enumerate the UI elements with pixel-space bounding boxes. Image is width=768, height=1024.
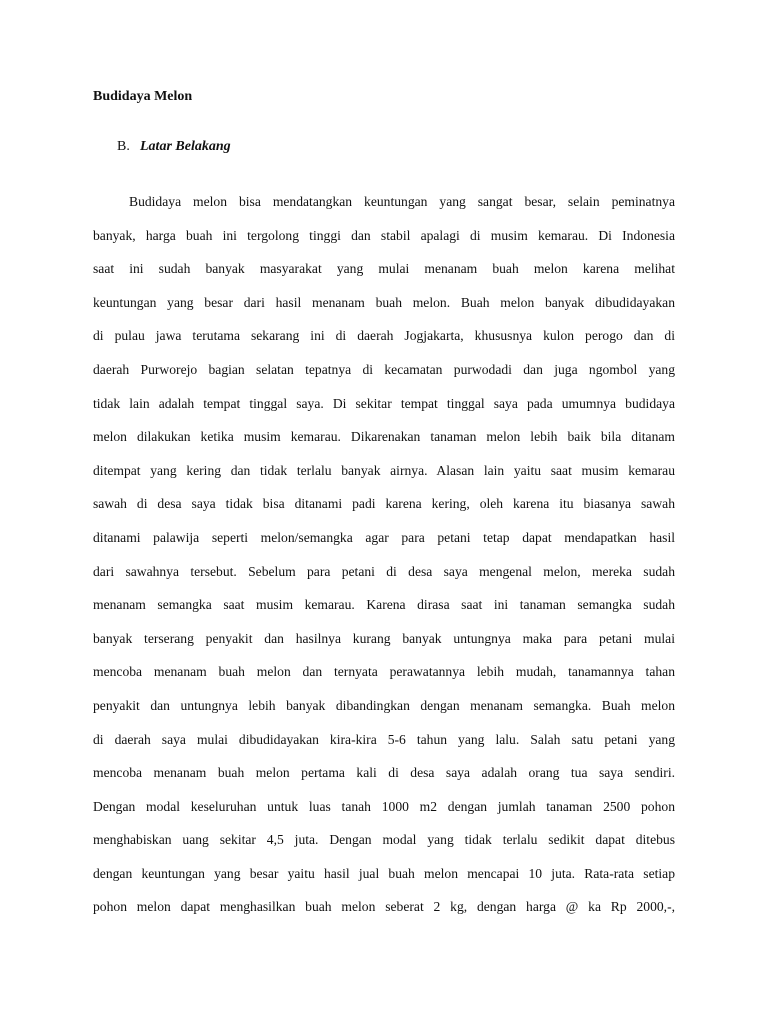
- paragraph-line: sawah di desa saya tidak bisa ditanami padi karena kering, oleh karena itu biasanya sawah: [93, 496, 675, 512]
- paragraph-line: dengan keuntungan yang besar yaitu hasil jual buah melon mencapai 10 juta. Rata-rata setiap: [93, 865, 675, 881]
- paragraph-line: mencoba menanam buah melon dan ternyata perawatannya lebih mudah, tanamannya tahan: [93, 664, 675, 680]
- paragraph-line: Dengan modal keseluruhan untuk luas tanah 1000 m2 dengan jumlah tanaman 2500 pohon: [93, 798, 675, 814]
- paragraph-line: ditempat yang kering dan tidak terlalu banyak airnya. Alasan lain yaitu saat musim kemarau: [93, 462, 675, 478]
- paragraph-line: menghabiskan uang sekitar 4,5 juta. Dengan modal yang tidak terlalu sedikit dapat ditebus: [93, 832, 675, 848]
- paragraph-line: keuntungan yang besar dari hasil menanam buah melon. Buah melon banyak dibudidayakan: [93, 294, 675, 310]
- paragraph-line: menanam semangka saat musim kemarau. Karena dirasa saat ini tanaman semangka sudah: [93, 597, 675, 613]
- paragraph-line: melon dilakukan ketika musim kemarau. Dikarenakan tanaman melon lebih baik bila ditanam: [93, 429, 675, 445]
- body-paragraph: [93, 185, 675, 924]
- paragraph-line: daerah Purworejo bagian selatan tepatnya di kecamatan purwodadi dan juga ngombol yang: [93, 361, 675, 377]
- paragraph-line: di daerah saya mulai dibudidayakan kira-kira 5-6 tahun yang lalu. Salah satu petani yang: [93, 731, 675, 747]
- paragraph-line: banyak terserang penyakit dan hasilnya kurang banyak untungnya maka para petani mulai: [93, 630, 675, 646]
- document-title: Budidaya Melon: [93, 89, 193, 104]
- paragraph-line: Budidaya melon bisa mendatangkan keuntungan yang sangat besar, selain peminatnya: [129, 194, 675, 209]
- paragraph-line: tidak lain adalah tempat tinggal saya. Di sekitar tempat tinggal saya pada umumnya budidaya: [93, 395, 675, 411]
- section-heading: [117, 137, 231, 157]
- section-number: B.: [117, 139, 130, 154]
- paragraph-line: pohon melon dapat menghasilkan buah melon seberat 2 kg, dengan harga @ ka Rp 2000,-,: [93, 899, 675, 915]
- paragraph-line: saat ini sudah banyak masyarakat yang mulai menanam buah melon karena melihat: [93, 261, 675, 277]
- paragraph-line: mencoba menanam buah melon pertama kali di desa saya adalah orang tua saya sendiri.: [93, 765, 675, 781]
- paragraph-line: banyak, harga buah ini tergolong tinggi dan stabil apalagi di musim kemarau. Di Indonesia: [93, 227, 675, 243]
- paragraph-line: ditanami palawija seperti melon/semangka agar para petani tetap dapat mendapatkan hasil: [93, 529, 675, 545]
- paragraph-line: di pulau jawa terutama sekarang ini di daerah Jogjakarta, khususnya kulon perogo dan di: [93, 328, 675, 344]
- paragraph-line: dari sawahnya tersebut. Sebelum para petani di desa saya mengenal melon, mereka sudah: [93, 563, 675, 579]
- section-title: Latar Belakang: [140, 139, 231, 154]
- paragraph-line: penyakit dan untungnya lebih banyak dibandingkan dengan menanam semangka. Buah melon: [93, 697, 675, 713]
